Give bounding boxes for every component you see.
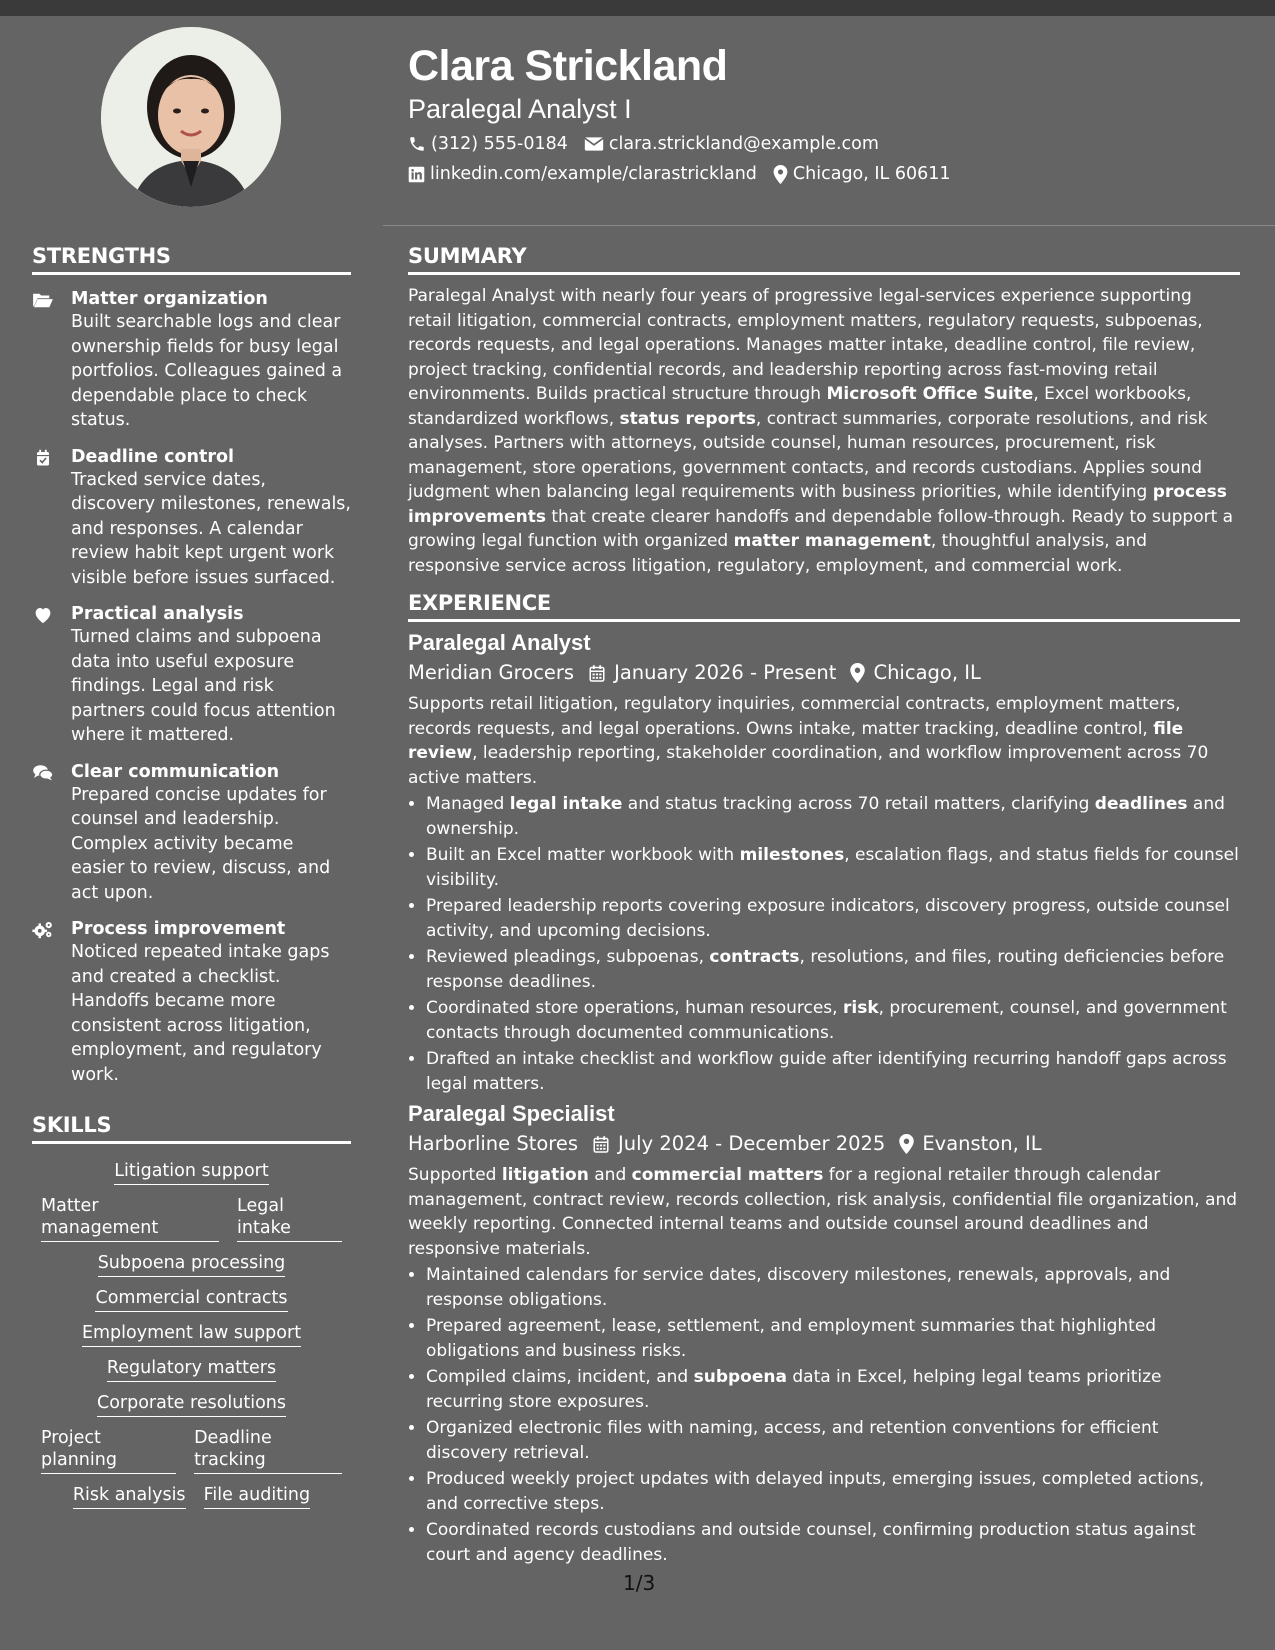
job-description: Supports retail litigation, regulatory inquiries, commercial contracts, employment matters, records requests, and legal operations. Owns intake, matter tracking, deadline control, file review, leadership reporting, stakeholder coordination, and workflow improvement across 70 active matters. <box>408 694 1209 788</box>
strength-title: Matter organization <box>71 289 268 309</box>
bold-keyword: litigation <box>501 1165 589 1185</box>
page-number: 1/3 <box>623 1571 656 1595</box>
job-dates-text: July 2024 - December 2025 <box>618 1132 886 1155</box>
candidate-name: Clara Strickland <box>408 42 728 90</box>
skills-row <box>32 1185 351 1242</box>
skills-row <box>32 1242 351 1277</box>
location-contact <box>773 163 951 185</box>
skill-tag: Litigation support <box>114 1160 268 1185</box>
skills-row <box>32 1382 351 1417</box>
bold-keyword: process improvements <box>408 482 1227 527</box>
bold-keyword: contracts <box>709 947 800 967</box>
job-bullets <box>408 792 1240 1096</box>
strength-item <box>32 761 351 906</box>
job-title: Paralegal Analyst <box>408 630 591 655</box>
linkedin-url[interactable]: linkedin.com/example/clarastrickland <box>430 164 757 184</box>
job-company: Meridian Grocers <box>408 661 575 684</box>
skills-row <box>32 1312 351 1347</box>
strength-item <box>32 918 351 1087</box>
job-meta <box>408 1131 1240 1157</box>
linkedin-contact[interactable] <box>408 163 757 185</box>
strength-desc: Prepared concise updates for counsel and leadership. Complex activity became easier to review, discuss, and act upon. <box>71 784 331 903</box>
skill-tag: Project planning <box>41 1427 176 1474</box>
contact-row-2 <box>408 163 1248 185</box>
strength-item <box>32 603 351 748</box>
skills-row <box>32 1277 351 1312</box>
job-entry <box>408 1100 1240 1567</box>
job-bullet: • Compiled claims, incident, and subpoena data in Excel, helping legal teams prioritize recurring store exposures. <box>426 1365 1240 1414</box>
skill-tag: Legal intake <box>237 1195 342 1242</box>
strength-desc: Tracked service dates, discovery milestones, renewals, and responses. A calendar review habit kept urgent work visible before issues surfaced. <box>71 469 351 588</box>
profile-photo <box>101 27 281 207</box>
job-bullet: • Produced weekly project updates with delayed inputs, emerging issues, completed actions, and corrective steps. <box>426 1467 1240 1516</box>
job-bullet: • Drafted an intake checklist and workflow guide after identifying recurring handoff gaps across legal matters. <box>426 1047 1240 1096</box>
job-bullet: • Maintained calendars for service dates, discovery milestones, renewals, approvals, and response obligations. <box>426 1263 1240 1312</box>
skill-tag: Deadline tracking <box>194 1427 342 1474</box>
location-text: Chicago, IL 60611 <box>792 164 951 184</box>
header-divider <box>383 225 1275 226</box>
job-location-text: Chicago, IL <box>873 661 981 684</box>
strength-desc: Noticed repeated intake gaps and created a checklist. Handoffs became more consistent across litigation, employment, and regulatory work. <box>71 942 330 1085</box>
skill-tag: File auditing <box>204 1484 311 1509</box>
phone-icon <box>408 135 426 153</box>
strength-title: Clear communication <box>71 761 280 782</box>
job-bullet: • Managed legal intake and status tracking across 70 retail matters, clarifying deadlines and ownership. <box>426 792 1240 841</box>
calendar-icon <box>588 664 606 683</box>
skill-tag: Commercial contracts <box>95 1287 287 1312</box>
skills-row <box>32 1150 351 1185</box>
envelope-icon <box>584 136 604 152</box>
contact-row-1 <box>408 133 1248 155</box>
bold-keyword: Microsoft Office Suite <box>826 384 1034 404</box>
skills-row <box>32 1347 351 1382</box>
skill-tag: Matter management <box>41 1195 219 1242</box>
job-bullet: • Reviewed pleadings, subpoenas, contracts, resolutions, and files, routing deficiencies before response deadlines. <box>426 945 1240 994</box>
chat-bubbles-icon <box>32 764 54 782</box>
strengths-heading: STRENGTHS <box>32 243 351 275</box>
bold-keyword: status reports <box>619 408 756 429</box>
right-column <box>408 243 1240 1569</box>
job-bullet: • Coordinated store operations, human resources, risk, procurement, counsel, and government contacts through documented communications. <box>426 996 1240 1045</box>
linkedin-icon <box>408 166 425 183</box>
job-bullet: • Prepared leadership reports covering exposure indicators, discovery progress, outside counsel activity, and upcoming decisions. <box>426 894 1240 943</box>
job-bullets <box>408 1263 1240 1567</box>
job-bullet: • Organized electronic files with naming, access, and retention conventions for efficient discovery retrieval. <box>426 1416 1240 1465</box>
skill-tag: Regulatory matters <box>107 1357 276 1382</box>
skills-section <box>32 1112 351 1509</box>
candidate-title: Paralegal Analyst I <box>408 94 632 124</box>
job-location-text: Evanston, IL <box>922 1132 1042 1155</box>
bold-keyword: commercial matters <box>631 1165 824 1185</box>
bold-keyword: milestones <box>739 845 845 865</box>
bold-keyword: risk <box>842 998 879 1018</box>
strength-title: Process improvement <box>71 919 286 939</box>
phone-contact <box>408 133 568 155</box>
calendar-check-icon <box>32 449 54 467</box>
skills-row <box>32 1417 351 1474</box>
strength-title: Practical analysis <box>71 604 244 624</box>
summary-heading: SUMMARY <box>408 243 1240 275</box>
phone-number: (312) 555-0184 <box>431 134 568 154</box>
top-bar <box>0 0 1275 16</box>
bold-keyword: legal intake <box>509 794 623 814</box>
job-location <box>850 660 980 686</box>
strength-desc: Built searchable logs and clear ownership fields for busy legal portfolios. Colleagues gained a dependable place to check status. <box>71 312 343 430</box>
bold-keyword: file review <box>408 718 1184 763</box>
resume-header <box>408 40 1248 185</box>
calendar-icon <box>592 1135 610 1154</box>
job-dates <box>592 1131 885 1157</box>
skill-tag: Employment law support <box>82 1322 301 1347</box>
skills-list <box>32 1150 351 1509</box>
skill-tag: Subpoena processing <box>98 1252 286 1277</box>
email-contact[interactable] <box>584 133 879 155</box>
job-company: Harborline Stores <box>408 1132 579 1155</box>
skill-tag: Risk analysis <box>73 1484 186 1509</box>
strength-item <box>32 446 351 591</box>
email-address[interactable]: clara.strickland@example.com <box>608 134 879 154</box>
job-meta <box>408 660 1240 686</box>
job-description: Supported litigation and commercial matters for a regional retailer through calendar management, contract review, records collection, risk analysis, confidential file organization, and weekly reporting. Connected internal teams and outside counsel around deadlines and responsive materials. <box>408 1165 1238 1259</box>
heart-icon <box>32 606 54 624</box>
bold-keyword: matter management <box>733 531 931 551</box>
strength-item <box>32 288 351 433</box>
skills-row <box>32 1474 351 1509</box>
map-pin-icon <box>773 165 788 184</box>
strength-desc: Turned claims and subpoena data into useful exposure findings. Legal and risk partners could focus attention where it mattered. <box>71 627 336 745</box>
job-dates-text: January 2026 - Present <box>614 661 837 684</box>
experience-heading: EXPERIENCE <box>408 590 1240 622</box>
job-bullet: • Coordinated records custodians and outside counsel, confirming production status against court and agency deadlines. <box>426 1518 1240 1567</box>
job-title: Paralegal Specialist <box>408 1101 615 1126</box>
skill-tag: Corporate resolutions <box>97 1392 286 1417</box>
left-column <box>32 243 351 1509</box>
bold-keyword: subpoena <box>693 1367 787 1387</box>
map-pin-icon <box>899 1134 914 1154</box>
gears-icon <box>32 921 54 939</box>
job-bullet: • Built an Excel matter workbook with milestones, escalation flags, and status fields for counsel visibility. <box>426 843 1240 892</box>
bold-keyword: deadlines <box>1094 794 1188 814</box>
job-dates <box>588 660 836 686</box>
job-location <box>899 1131 1041 1157</box>
skills-heading: SKILLS <box>32 1112 351 1144</box>
summary-text: Paralegal Analyst with nearly four years of progressive legal-services experience supporting retail litigation, commercial contracts, employment matters, regulatory requests, subpoenas, records requests, and legal operations. Manages matter intake, deadline control, file review, project tracking, confidential records, and leadership reporting across fast-moving retail environments. Builds practical structure through Microsoft Office Suite, Excel workbooks, standardized workflows, status reports, contract summaries, corporate resolutions, and risk analyses. Partners with attorneys, outside counsel, human resources, procurement, risk management, store operations, government contacts, and records custodians. Applies sound judgment when balancing legal requirements with business priorities, while identifying process improvements that create clearer handoffs and dependable follow-through. Ready to support a growing legal function with organized matter management, thoughtful analysis, and responsive service across litigation, regulatory, employment, and commercial work. <box>408 286 1234 576</box>
job-bullet: • Prepared agreement, lease, settlement, and employment summaries that highlighted obligations and business risks. <box>426 1314 1240 1363</box>
strength-title: Deadline control <box>71 446 235 467</box>
folder-open-icon <box>32 291 54 309</box>
map-pin-icon <box>850 663 865 683</box>
job-entry <box>408 629 1240 1096</box>
